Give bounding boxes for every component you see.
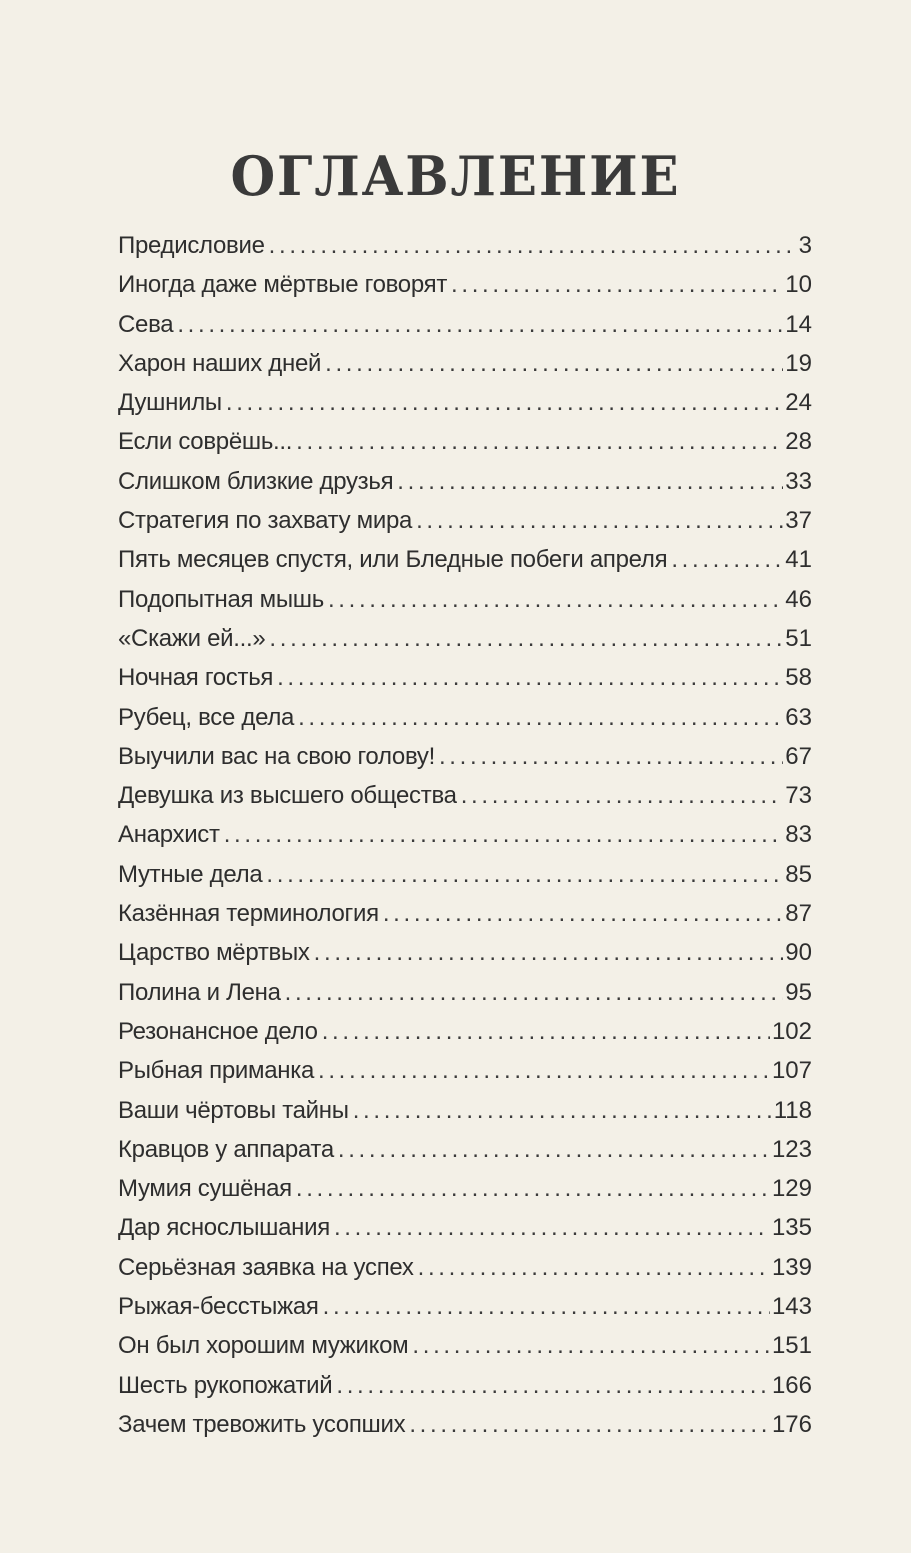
toc-entry-title: Стратегия по захвату мира	[118, 507, 413, 535]
toc-entry-page: 90	[785, 939, 812, 967]
toc-entry[interactable]	[118, 1051, 812, 1090]
dot-leader	[383, 894, 783, 933]
toc-entry[interactable]	[118, 698, 812, 737]
toc-entry-title: Сева	[118, 310, 174, 338]
toc-entry-title: Он был хорошим мужиком	[118, 1332, 409, 1360]
toc-entry-page: 10	[785, 271, 812, 299]
toc-entry-title: Резонансное дело	[118, 1017, 318, 1045]
dot-leader	[439, 737, 783, 776]
toc-entry-page: 95	[785, 978, 812, 1006]
toc-entry-page: 129	[771, 1175, 812, 1203]
toc-entry-title: Кравцов у аппарата	[118, 1135, 334, 1163]
toc-entry-page: 166	[771, 1371, 812, 1399]
toc-entry-title: Харон наших дней	[118, 349, 322, 377]
toc-entry[interactable]	[118, 1130, 812, 1169]
toc-entry-page: 14	[785, 310, 812, 338]
dot-leader	[328, 580, 783, 619]
dot-leader	[353, 1091, 772, 1130]
dot-leader	[285, 973, 784, 1012]
toc-entry-title: Слишком близкие друзья	[118, 467, 394, 495]
toc-entry-page: 37	[785, 507, 812, 535]
dot-leader	[298, 698, 783, 737]
toc-entry-page: 73	[785, 782, 812, 810]
toc-entry[interactable]	[118, 265, 812, 304]
dot-leader	[177, 305, 783, 344]
toc-entry[interactable]	[118, 933, 812, 972]
toc-entry[interactable]	[118, 973, 812, 1012]
toc-entry-page: 19	[785, 349, 812, 377]
toc-entry-page: 46	[785, 585, 812, 613]
dot-leader	[269, 226, 797, 265]
toc-entry-title: Если соврёшь...	[118, 428, 293, 456]
dot-leader	[451, 265, 783, 304]
toc-entry-page: 41	[785, 546, 812, 574]
toc-entry-title: Рыбная приманка	[118, 1057, 314, 1085]
toc-entry[interactable]	[118, 1091, 812, 1130]
toc-entry-title: Пять месяцев спустя, или Бледные побеги апреля	[118, 546, 668, 574]
toc-entry-page: 24	[785, 389, 812, 417]
toc-entry-title: Ваши чёртовы тайны	[118, 1096, 349, 1124]
toc-entry-page: 83	[785, 821, 812, 849]
toc-entry-page: 151	[771, 1332, 812, 1360]
toc-entry[interactable]	[118, 855, 812, 894]
dot-leader	[416, 501, 783, 540]
toc-entry-title: Выучили вас на свою голову!	[118, 742, 435, 770]
toc-entry[interactable]	[118, 344, 812, 383]
toc-entry-title: Дар яснослышания	[118, 1214, 330, 1242]
toc-entry-title: Предисловие	[118, 232, 265, 259]
toc-entry-page: 118	[773, 1096, 812, 1124]
toc-entry-page: 139	[771, 1253, 812, 1281]
dot-leader	[338, 1130, 770, 1169]
toc-entry[interactable]	[118, 815, 812, 854]
toc-entry[interactable]	[118, 1287, 812, 1326]
toc-entry[interactable]	[118, 501, 812, 540]
dot-leader	[409, 1405, 770, 1444]
toc-entry-page: 176	[771, 1410, 812, 1438]
toc-entry[interactable]	[118, 1366, 812, 1405]
toc-entry-page: 123	[771, 1135, 812, 1163]
page-title: ОГЛАВЛЕНИЕ	[230, 144, 681, 209]
dot-leader	[412, 1326, 770, 1365]
toc-entry-page: 102	[771, 1017, 812, 1045]
dot-leader	[461, 776, 784, 815]
toc-entry-title: Подопытная мышь	[118, 585, 324, 613]
toc-entry[interactable]	[118, 422, 812, 461]
toc-entry-page: 143	[771, 1293, 812, 1321]
toc-entry[interactable]	[118, 737, 812, 776]
table-of-contents	[118, 226, 812, 1444]
toc-entry-title: Рубец, все дела	[118, 703, 295, 731]
toc-entry-title: Мутные дела	[118, 860, 263, 888]
dot-leader	[269, 619, 783, 658]
toc-entry-page: 33	[785, 467, 812, 495]
dot-leader	[318, 1051, 770, 1090]
toc-entry-title: Иногда даже мёртвые говорят	[118, 271, 448, 299]
toc-entry[interactable]	[118, 1326, 812, 1365]
toc-entry[interactable]	[118, 1012, 812, 1051]
toc-entry-title: Мумия сушёная	[118, 1175, 292, 1203]
toc-entry[interactable]	[118, 894, 812, 933]
toc-entry-title: Казённая терминология	[118, 900, 379, 928]
dot-leader	[325, 344, 783, 383]
dot-leader	[296, 1169, 770, 1208]
toc-entry-page: 3	[798, 232, 812, 259]
dot-leader	[314, 933, 784, 972]
toc-entry-title: Девушка из высшего общества	[118, 782, 457, 810]
toc-entry-page: 58	[785, 664, 812, 692]
dot-leader	[226, 383, 783, 422]
dot-leader	[322, 1012, 770, 1051]
toc-entry-page: 51	[785, 624, 812, 652]
dot-leader	[277, 658, 783, 697]
toc-entry-title: Анархист	[118, 821, 220, 849]
toc-entry-page: 135	[771, 1214, 812, 1242]
dot-leader	[418, 1248, 770, 1287]
dot-leader	[266, 855, 783, 894]
dot-leader	[224, 815, 784, 854]
toc-entry-title: Серьёзная заявка на успех	[118, 1253, 414, 1281]
toc-entry[interactable]	[118, 619, 812, 658]
toc-entry-page: 107	[771, 1057, 812, 1085]
toc-entry-page: 85	[785, 860, 812, 888]
dot-leader	[296, 422, 783, 461]
toc-entry[interactable]	[118, 305, 812, 344]
toc-entry-title: Рыжая-бесстыжая	[118, 1293, 319, 1321]
toc-entry[interactable]	[118, 580, 812, 619]
toc-entry[interactable]	[118, 1169, 812, 1208]
dot-leader	[323, 1287, 770, 1326]
toc-entry[interactable]	[118, 776, 812, 815]
toc-entry[interactable]	[118, 540, 812, 579]
toc-entry-page: 87	[785, 900, 812, 928]
toc-entry[interactable]	[118, 658, 812, 697]
toc-entry[interactable]	[118, 1208, 812, 1247]
toc-entry[interactable]	[118, 462, 812, 501]
dot-leader	[397, 462, 783, 501]
dot-leader	[671, 540, 783, 579]
toc-entry-title: Ночная гостья	[118, 664, 274, 692]
toc-entry-title: Полина и Лена	[118, 978, 281, 1006]
dot-leader	[336, 1366, 770, 1405]
toc-entry-page: 67	[785, 742, 812, 770]
toc-entry-page: 63	[785, 703, 812, 731]
toc-entry[interactable]	[118, 383, 812, 422]
dot-leader	[334, 1208, 770, 1247]
toc-entry-title: «Скажи ей...»	[118, 624, 266, 652]
toc-entry-title: Душнилы	[118, 389, 222, 417]
toc-entry-title: Зачем тревожить усопших	[118, 1410, 406, 1438]
toc-entry-title: Шесть рукопожатий	[118, 1371, 333, 1399]
toc-entry[interactable]	[118, 1405, 812, 1444]
toc-entry[interactable]	[118, 226, 812, 265]
toc-entry-title: Царство мёртвых	[118, 939, 310, 967]
toc-entry[interactable]	[118, 1248, 812, 1287]
toc-entry-page: 28	[785, 428, 812, 456]
